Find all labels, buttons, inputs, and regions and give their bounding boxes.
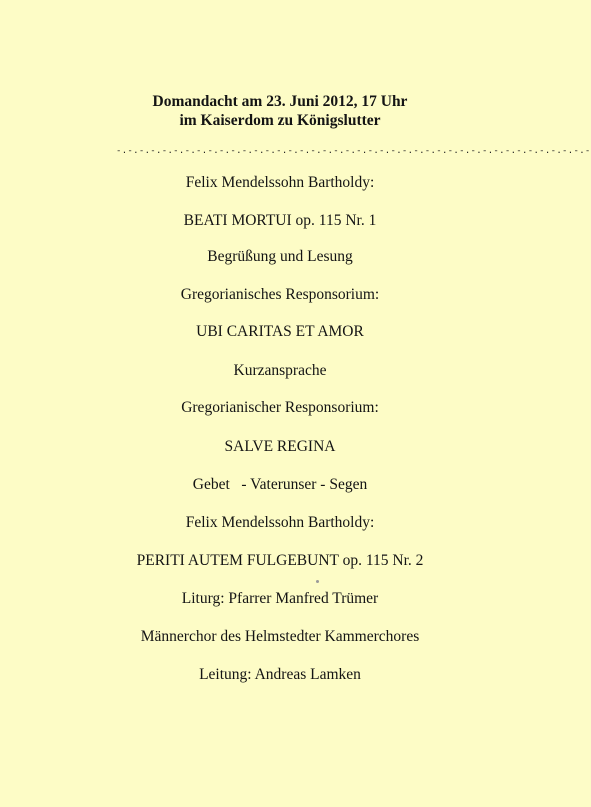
program-line-composer-1: Felix Mendelssohn Bartholdy:: [185, 174, 375, 191]
program-line-choir: Männerchor des Helmstedter Kammerchores: [140, 628, 420, 645]
program-line-welcome: Begrüßung und Lesung: [207, 248, 353, 265]
event-title: Domandacht am 23. Juni 2012, 17 Uhr: [152, 93, 408, 110]
program-line-responsorium-2: Gregorianischer Responsorium:: [181, 399, 379, 416]
program-line-prayer: Gebet - Vaterunser - Segen: [192, 476, 368, 493]
program-line-piece-4: PERITI AUTEM FULGEBUNT op. 115 Nr. 2: [136, 552, 424, 569]
program-line-liturgist: Liturg: Pfarrer Manfred Trümer: [181, 590, 379, 607]
event-location: im Kaiserdom zu Königslutter: [179, 112, 381, 129]
program-line-piece-1: BEATI MORTUI op. 115 Nr. 1: [183, 212, 377, 229]
program-line-piece-2: UBI CARITAS ET AMOR: [196, 323, 364, 340]
stamp-dot: [316, 580, 319, 583]
program-line-piece-3: SALVE REGINA: [224, 438, 336, 455]
program-line-responsorium-1: Gregorianisches Responsorium:: [180, 286, 380, 303]
program-line-director: Leitung: Andreas Lamken: [199, 666, 361, 683]
program-line-sermon: Kurzansprache: [233, 362, 327, 379]
program-line-composer-2: Felix Mendelssohn Bartholdy:: [185, 514, 375, 531]
dotted-divider: -.-.-.-.-.-.-.-.-.-.-.-.-.-.-.-.-.-.-.-.-.-.-.-.-.-.-.-.-.-.-.-.-.-.-.-.-.-.-.-.-.-: [116, 146, 591, 156]
